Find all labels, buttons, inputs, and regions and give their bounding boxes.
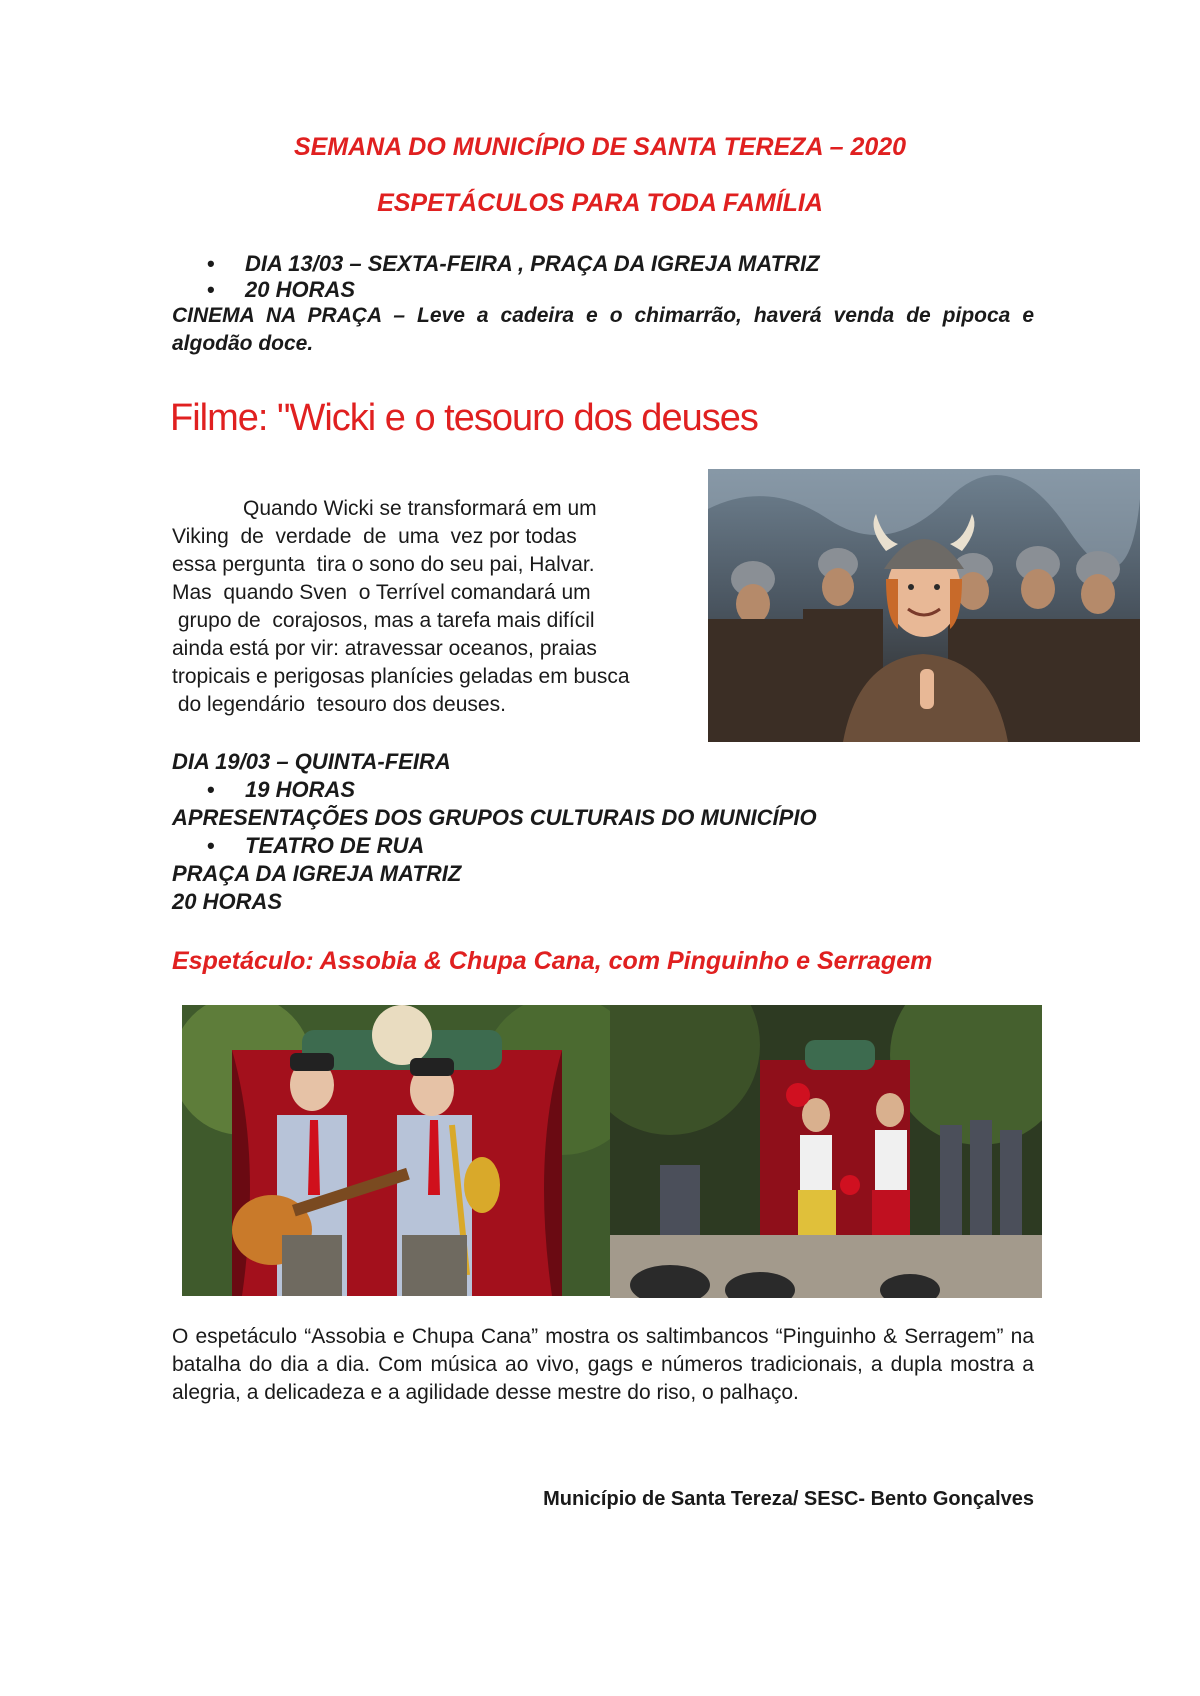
event2-day: DIA 19/03 – QUINTA-FEIRA bbox=[172, 749, 451, 774]
footer-credit: Município de Santa Tereza/ SESC- Bento Gonçalves bbox=[543, 1488, 1034, 1510]
event2-time-text: 19 HORAS bbox=[245, 777, 356, 802]
page-title: SEMANA DO MUNICÍPIO DE SANTA TEREZA – 2020 bbox=[293, 133, 907, 161]
bullet-icon: • bbox=[207, 833, 215, 858]
bullet-icon: • bbox=[207, 277, 215, 302]
event2-theatre-item bbox=[173, 832, 424, 860]
synopsis-line: Quando Wicki se transformará em um bbox=[243, 497, 597, 520]
cinema-description: CINEMA NA PRAÇA – Leve a cadeira e o chimarrão, haverá venda de pipoca e algodão doce. bbox=[172, 304, 1034, 355]
film-title: Filme: "Wicki e o tesouro dos deuses bbox=[170, 397, 758, 439]
bullet-icon: • bbox=[207, 251, 215, 276]
film-synopsis bbox=[172, 495, 702, 719]
event1-time-item bbox=[173, 276, 355, 304]
synopsis-line: Mas quando Sven o Terrível comandará um bbox=[172, 581, 591, 604]
event2-theatre-text: TEATRO DE RUA bbox=[245, 833, 425, 858]
event2-groups: APRESENTAÇÕES DOS GRUPOS CULTURAIS DO MUNICÍPIO bbox=[172, 805, 817, 830]
clowns-photo-left bbox=[182, 1005, 610, 1296]
event2-place: PRAÇA DA IGREJA MATRIZ bbox=[172, 861, 462, 886]
synopsis-line: essa pergunta tira o sono do seu pai, Halvar. bbox=[172, 553, 595, 576]
synopsis-line: ainda está por vir: atravessar oceanos, praias bbox=[172, 637, 597, 660]
clowns-photo-right bbox=[610, 1005, 1042, 1298]
page-subtitle: ESPETÁCULOS PARA TODA FAMÍLIA bbox=[377, 189, 823, 217]
synopsis-line: Viking de verdade de uma vez por todas bbox=[172, 525, 577, 548]
event2-time-item bbox=[173, 776, 355, 804]
synopsis-line: do legendário tesouro dos deuses. bbox=[172, 693, 506, 716]
event1-time-text: 20 HORAS bbox=[245, 277, 356, 302]
event1-date-item bbox=[173, 250, 820, 278]
bullet-icon: • bbox=[207, 777, 215, 802]
show-description: O espetáculo “Assobia e Chupa Cana” mostra os saltimbancos “Pinguinho & Serragem” na batalha do dia a dia. Com música ao vivo, gags e números tradicionais, a dupla mostra a alegria, a delicadeza e a agilidade desse mestre do riso, o palhaço. bbox=[172, 1325, 1034, 1404]
event2-show-time: 20 HORAS bbox=[172, 889, 283, 914]
event1-date-text: DIA 13/03 – SEXTA-FEIRA , PRAÇA DA IGREJA MATRIZ bbox=[245, 251, 820, 276]
synopsis-line: grupo de corajosos, mas a tarefa mais difícil bbox=[172, 609, 595, 632]
synopsis-line: tropicais e perigosas planícies geladas em busca bbox=[172, 665, 630, 688]
show-title: Espetáculo: Assobia & Chupa Cana, com Pinguinho e Serragem bbox=[172, 947, 933, 975]
film-still-image bbox=[708, 469, 1140, 742]
